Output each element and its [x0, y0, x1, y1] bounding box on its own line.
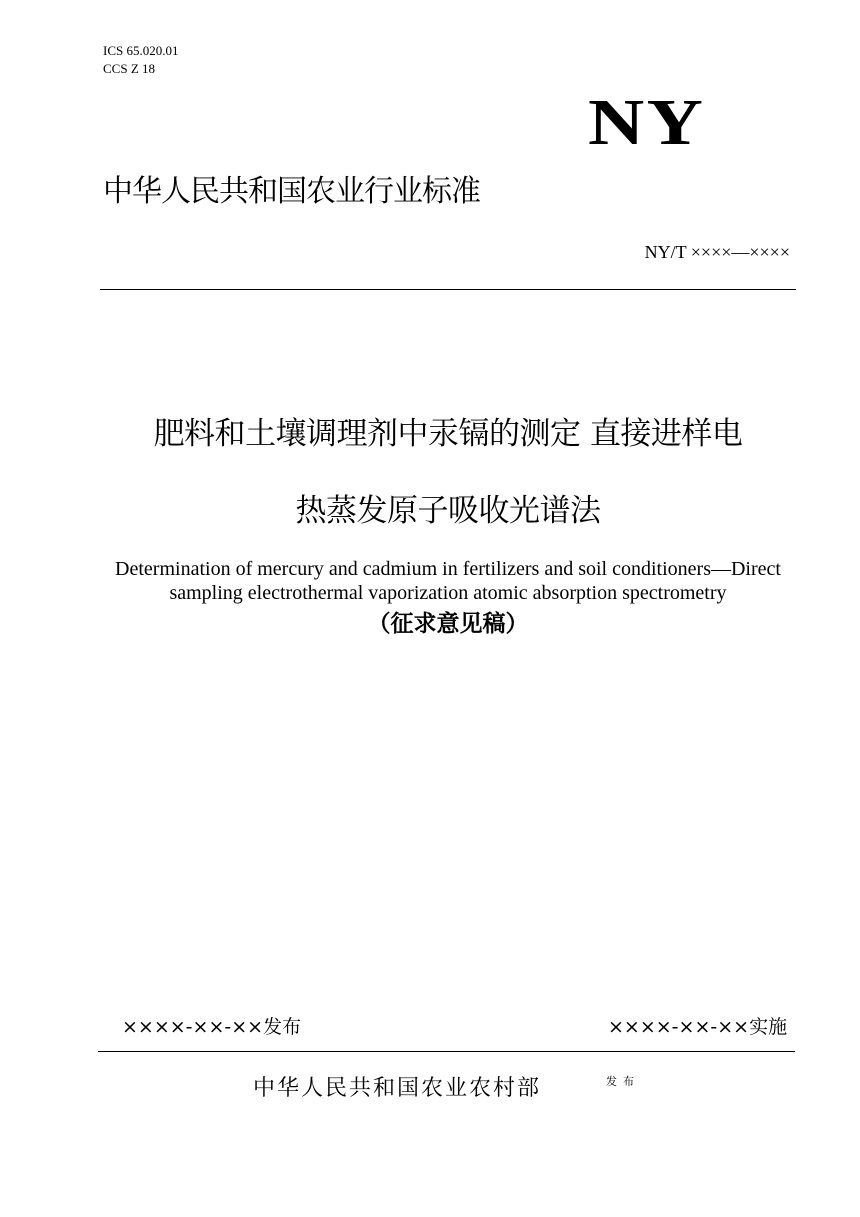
title-english-line-1: Determination of mercury and cadmium in fertilizers and soil conditioners—Direct	[115, 558, 781, 580]
ics-code: ICS 65.020.01	[103, 43, 179, 58]
standard-category: 中华人民共和国农业行业标准	[103, 174, 480, 209]
ccs-code: CCS Z 18	[103, 61, 156, 76]
draft-label: （征求意见稿）	[367, 611, 529, 637]
top-divider	[100, 289, 796, 290]
title-english-line-2: sampling electrothermal vaporization atomic absorption spectrometry	[169, 582, 727, 604]
title-chinese-line-2: 热蒸发原子吸收光谱法	[295, 493, 601, 529]
issuing-department: 中华人民共和国农业农村部	[253, 1076, 542, 1101]
issuing-suffix: 发布	[606, 1075, 640, 1088]
title-english	[90, 557, 806, 605]
bottom-divider	[98, 1051, 795, 1052]
implementation-date: ××××-××-××实施	[608, 1016, 788, 1038]
title-chinese-line-1: 肥料和土壤调理剂中汞镉的测定 直接进样电	[153, 416, 743, 452]
standard-number: NY/T ××××—××××	[644, 242, 790, 262]
ny-logo: NY	[588, 86, 706, 159]
classification-codes	[103, 42, 178, 78]
issue-date: ××××-××-××发布	[122, 1016, 302, 1038]
